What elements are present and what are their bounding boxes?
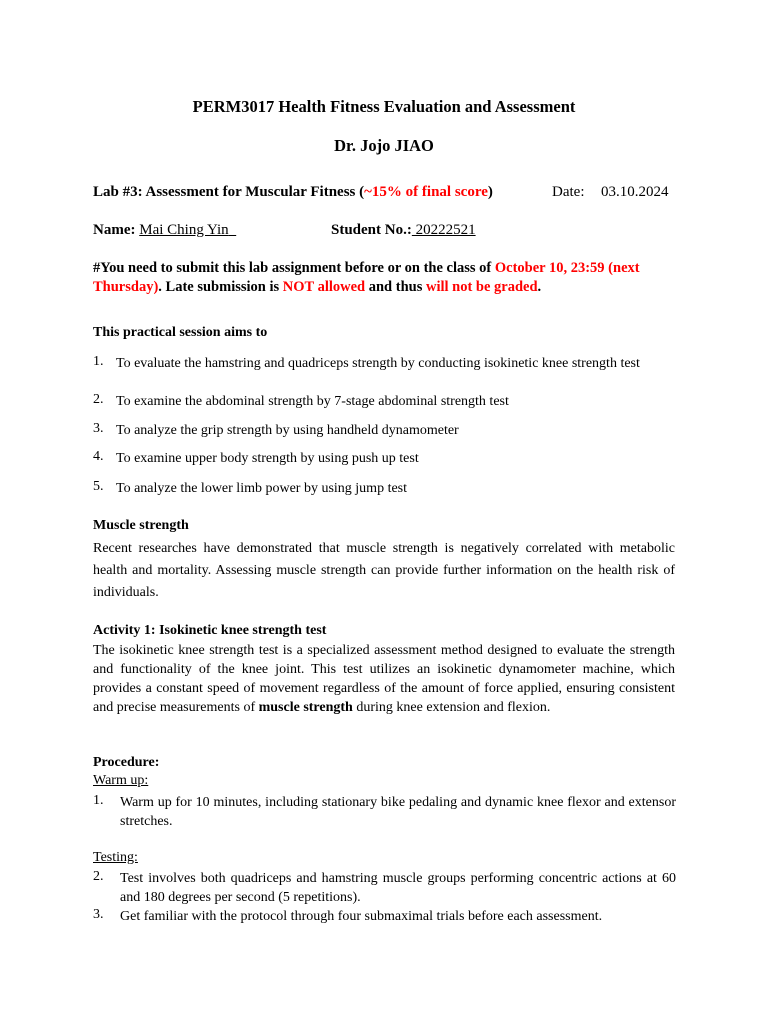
not-allowed-text: NOT allowed — [282, 279, 366, 295]
student-number-label: Student No.: — [331, 222, 412, 238]
aims-heading: This practical session aims to — [93, 325, 268, 340]
student-number-field — [331, 222, 476, 239]
procedure-heading: Procedure: — [93, 755, 160, 770]
activity1-body: The isokinetic knee strength test is a specialized assessment method designed to evaluate the strength and functionality of the knee joint. This test utilizes an isokinetic dynamometer machine, which provides a constant speed of movement regardless of the amount of force applied, ensuring consistent and precise measurements of muscle strength during knee extension and flexion. — [93, 643, 675, 715]
testing-label: Testing: — [93, 850, 138, 865]
instructor-name: Dr. Jojo JIAO — [334, 136, 434, 155]
lab-title-line — [93, 184, 493, 201]
date-label: Date: — [552, 184, 585, 200]
date-value: 03.10.2024 — [601, 184, 669, 200]
score-note: ~15% of final score — [364, 184, 488, 200]
muscle-strength-emphasis: muscle strength — [258, 700, 353, 715]
lab-title: Lab #3: Assessment for Muscular Fitness ( — [93, 184, 365, 200]
not-graded-text: will not be graded — [425, 279, 538, 295]
name-field — [93, 222, 236, 239]
muscle-strength-heading: Muscle strength — [93, 518, 189, 533]
lab-title-close: ) — [487, 184, 493, 200]
warmup-label: Warm up: — [93, 773, 149, 788]
muscle-strength-body: Recent researches have demonstrated that muscle strength is negatively correlated with metabolic health and mortality. Assessing muscle strength can provide further information on the health risk of individuals. — [93, 541, 675, 600]
name-value: Mai Ching Yin — [139, 222, 229, 238]
course-title: PERM3017 Health Fitness Evaluation and Assessment — [192, 97, 576, 116]
deadline: October 10, 23:59 (next Thursday) — [93, 260, 640, 295]
submission-notice: #You need to submit this lab assignment before or on the class of October 10, 23:59 (next Thursday). Late submission is NOT allowed and thus will not be graded. — [93, 260, 640, 295]
name-label: Name: — [93, 222, 136, 238]
activity1-heading: Activity 1: Isokinetic knee strength test — [93, 623, 327, 638]
student-number-value: 20222521 — [411, 222, 476, 238]
